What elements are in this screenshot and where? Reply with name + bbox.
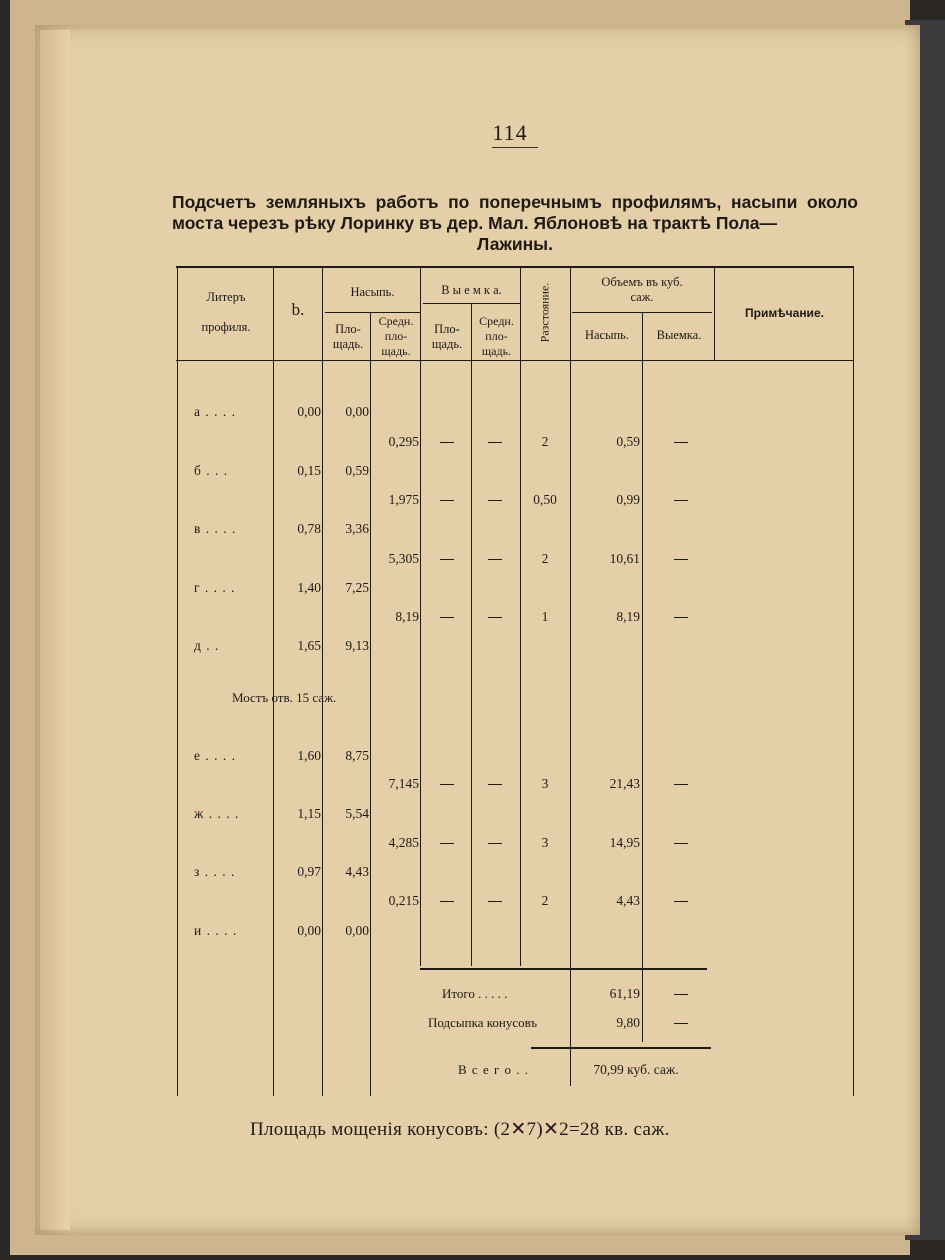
footer-formula: Площадь мощенія конусовъ: (2✕7)✕2=28 кв. саж. — [250, 1119, 670, 1140]
profile-liter: г . . . . — [194, 580, 236, 595]
interval-vyemka-volume-dash — [674, 843, 688, 844]
interval-avg-area: 1,975 — [388, 492, 419, 507]
podsypka-value: 9,80 — [616, 1015, 640, 1030]
profile-b: 0,78 — [297, 521, 321, 536]
interval-distance: 0,50 — [533, 492, 557, 507]
profile-area: 0,59 — [345, 463, 369, 478]
table-header-rule — [176, 360, 854, 361]
interval-avg-area: 0,215 — [388, 893, 419, 908]
col-rule-4 — [420, 266, 421, 966]
interval-vyemka-volume-dash — [674, 559, 688, 560]
profile-b: 0,15 — [297, 463, 321, 478]
interval-distance: 1 — [541, 609, 549, 624]
interval-vyemka-area-dash — [440, 500, 454, 501]
vsego-value: 70,99 куб. саж. — [593, 1062, 679, 1077]
podsypka-label: Подсыпка конусовъ — [428, 1015, 538, 1030]
interval-volume: 0,99 — [616, 492, 640, 507]
page-number-rule — [492, 147, 538, 148]
header-liter: Литеръ — [206, 290, 246, 304]
header-b: b. — [291, 300, 305, 319]
interval-avg-area: 8,19 — [395, 609, 419, 624]
profile-area: 7,25 — [345, 580, 369, 595]
title-line-2: моста черезъ рѣку Лоринку въ дер. Мал. Яблоновѣ на трактѣ Пола— — [172, 213, 778, 233]
interval-avg-area: 5,305 — [388, 551, 419, 566]
interval-distance: 3 — [541, 835, 549, 850]
profile-liter: е . . . . — [194, 748, 236, 763]
header-volume-vyemka: Выемка. — [656, 328, 702, 342]
interval-volume: 10,61 — [609, 551, 640, 566]
interval-vyemka-volume-dash — [674, 784, 688, 785]
profile-area: 5,54 — [345, 806, 369, 821]
profile-liter: а . . . . — [194, 404, 236, 419]
interval-vyemka-volume-dash — [674, 901, 688, 902]
header-vyemka: В ы е м к а. — [441, 283, 502, 297]
interval-volume: 0,59 — [616, 434, 640, 449]
itogo-dash — [674, 994, 688, 995]
col-rule-6 — [520, 266, 521, 966]
interval-distance: 2 — [541, 551, 549, 566]
interval-vyemka-avg-dash — [488, 617, 502, 618]
interval-vyemka-avg-dash — [488, 442, 502, 443]
col-rule-2 — [322, 266, 323, 1096]
header-note: Примѣчание. — [745, 306, 824, 320]
profile-b: 0,00 — [297, 404, 321, 419]
interval-vyemka-avg-dash — [488, 784, 502, 785]
profile-liter: и . . . . — [194, 923, 238, 938]
col-rule-9 — [714, 266, 715, 360]
profile-b: 0,97 — [297, 864, 321, 879]
col-rule-7 — [570, 266, 571, 1086]
interval-vyemka-volume-dash — [674, 442, 688, 443]
profile-liter: з . . . . — [194, 864, 236, 879]
profile-b: 1,40 — [297, 580, 321, 595]
header-nasyp-avg: Средн. пло- щадь. — [378, 314, 414, 358]
interval-vyemka-avg-dash — [488, 901, 502, 902]
profile-b: 1,60 — [297, 748, 321, 763]
table-top-rule — [176, 266, 854, 268]
page-number: 114 — [492, 120, 528, 145]
page-gutter — [40, 30, 70, 1230]
profile-area: 4,43 — [345, 864, 369, 879]
col-rule-5 — [471, 303, 472, 966]
interval-distance: 2 — [541, 893, 549, 908]
interval-volume: 4,43 — [616, 893, 640, 908]
interval-vyemka-avg-dash — [488, 559, 502, 560]
profile-area: 9,13 — [345, 638, 369, 653]
interval-vyemka-area-dash — [440, 442, 454, 443]
title-line-3: Лажины. — [477, 234, 553, 254]
interval-avg-area: 4,285 — [388, 835, 419, 850]
profile-area: 0,00 — [345, 404, 369, 419]
vsego-label: В с е г о . . — [458, 1062, 530, 1077]
page-title — [172, 192, 858, 255]
interval-vyemka-volume-dash — [674, 617, 688, 618]
bridge-label: Мостъ отв. 15 саж. — [232, 690, 337, 705]
header-volume-nasyp: Насыпь. — [584, 328, 630, 342]
title-line-1: Подсчетъ земляныхъ работъ по поперечнымъ профилямъ, насыпи около — [172, 192, 858, 212]
profile-area: 3,36 — [345, 521, 369, 536]
podsypka-dash — [674, 1023, 688, 1024]
header-nasyp: Насыпь. — [350, 285, 395, 299]
interval-volume: 8,19 — [616, 609, 640, 624]
interval-vyemka-area-dash — [440, 617, 454, 618]
interval-volume: 21,43 — [609, 776, 640, 791]
interval-vyemka-area-dash — [440, 901, 454, 902]
interval-vyemka-area-dash — [440, 559, 454, 560]
profile-b: 1,65 — [297, 638, 321, 653]
col-rule-3 — [370, 312, 371, 1096]
profile-liter: в . . . . — [194, 521, 237, 536]
header-nasyp-area: Пло- щадь. — [332, 322, 364, 351]
col-rule-left — [177, 266, 178, 1096]
header-vyemka-area: Пло- щадь. — [431, 322, 463, 351]
interval-vyemka-avg-dash — [488, 500, 502, 501]
interval-vyemka-avg-dash — [488, 843, 502, 844]
itogo-value: 61,19 — [609, 986, 640, 1001]
profile-liter: б . . . — [194, 463, 229, 478]
interval-vyemka-volume-dash — [674, 500, 688, 501]
interval-avg-area: 7,145 — [388, 776, 419, 791]
interval-vyemka-area-dash — [440, 784, 454, 785]
profile-b: 0,00 — [297, 923, 321, 938]
interval-volume: 14,95 — [609, 835, 640, 850]
header-vyemka-avg: Средн. пло- щадь. — [479, 314, 514, 358]
header-volume: Объемъ въ куб. саж. — [601, 275, 683, 304]
profile-area: 8,75 — [345, 748, 369, 763]
interval-vyemka-area-dash — [440, 843, 454, 844]
profile-b: 1,15 — [297, 806, 321, 821]
profile-liter: ж . . . . — [194, 806, 240, 821]
interval-distance: 2 — [541, 434, 549, 449]
col-rule-8 — [642, 312, 643, 1042]
header-distance: Разстояние. — [537, 282, 552, 343]
col-rule-right — [853, 266, 854, 1096]
totals-mid-rule — [531, 1047, 711, 1049]
profile-area: 0,00 — [345, 923, 369, 938]
nasyp-sub-rule — [325, 312, 420, 313]
header-profile: профиля. — [201, 320, 251, 334]
interval-distance: 3 — [541, 776, 549, 791]
interval-avg-area: 0,295 — [388, 434, 419, 449]
totals-top-rule — [420, 968, 707, 970]
profile-liter: д . . — [194, 638, 220, 653]
itogo-label: Итого . . . . . — [442, 986, 508, 1001]
col-rule-1 — [273, 266, 274, 1096]
